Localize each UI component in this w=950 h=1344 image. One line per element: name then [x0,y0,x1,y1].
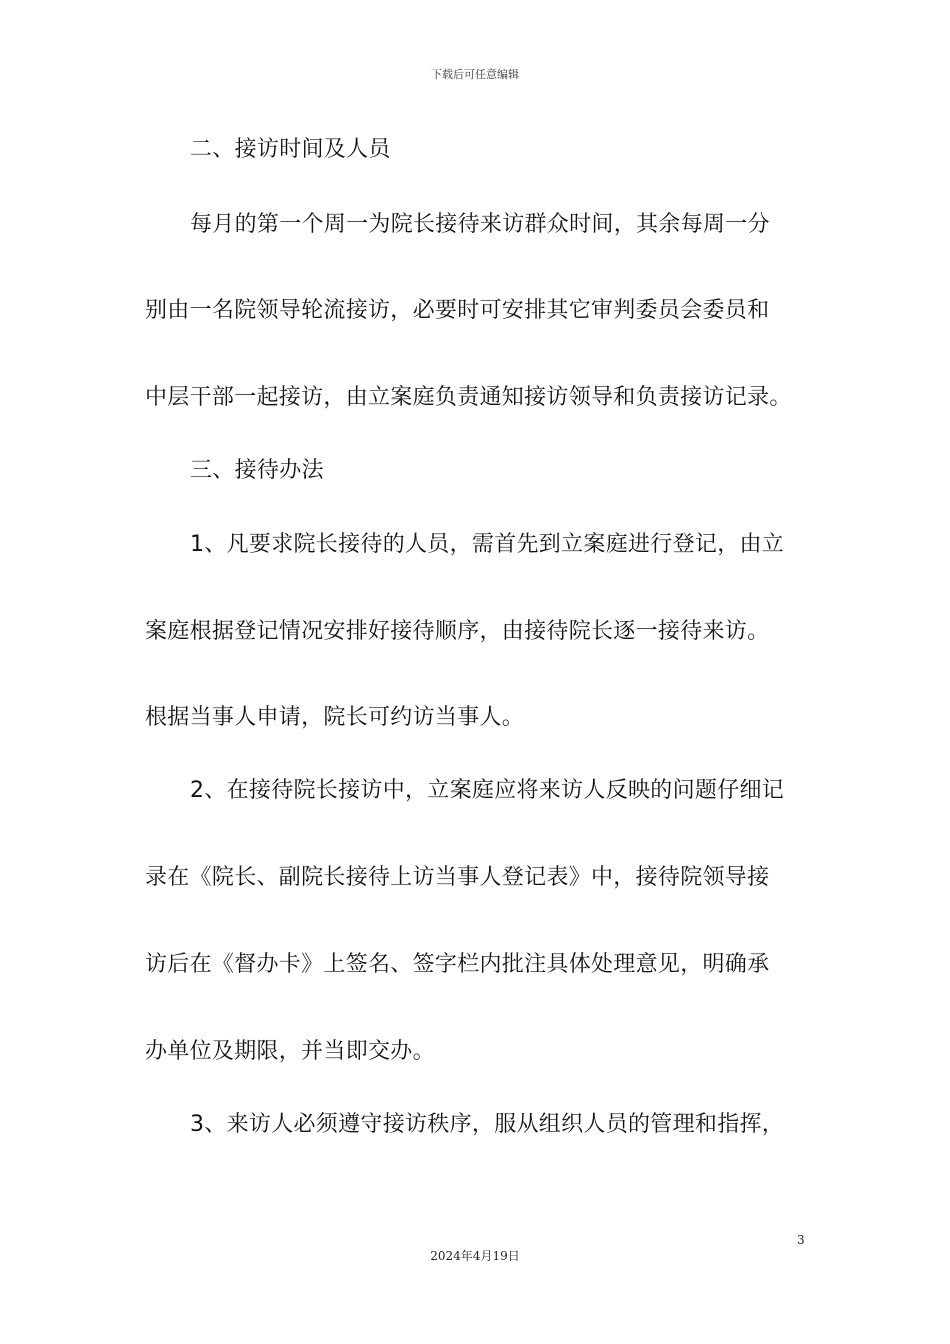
paragraph-line: 别由一名院领导轮流接访，必要时可安排其它审判委员会委员和 [145,298,770,323]
section-heading-2: 二、接访时间及人员 [190,137,391,162]
footer-date: 2024年4月19日 [430,1249,520,1263]
paragraph-line: 1、凡要求院长接待的人员，需首先到立案庭进行登记，由立 [190,532,785,557]
paragraph-line: 录在《院长、副院长接待上访当事人登记表》中，接待院领导接 [145,865,770,890]
paragraph-line: 2、在接待院长接访中，立案庭应将来访人反映的问题仔细记 [190,778,785,803]
paragraph-line: 根据当事人申请，院长可约访当事人。 [145,705,525,730]
paragraph-line: 办单位及期限，并当即交办。 [145,1039,435,1064]
paragraph-line: 3、来访人必须遵守接访秩序，服从组织人员的管理和指挥， [190,1112,785,1137]
paragraph-line: 每月的第一个周一为院长接待来访群众时间，其余每周一分 [190,212,770,237]
paragraph-line: 案庭根据登记情况安排好接待顺序，由接待院长逐一接待来访。 [145,619,770,644]
section-heading-3: 三、接待办法 [190,458,324,483]
page-header: 下载后可任意编辑 [431,68,519,81]
paragraph-line: 访后在《督办卡》上签名、签字栏内批注具体处理意见，明确承 [145,952,770,977]
page-number: 3 [797,1233,805,1247]
paragraph-line: 中层干部一起接访，由立案庭负责通知接访领导和负责接访记录。 [145,385,792,410]
